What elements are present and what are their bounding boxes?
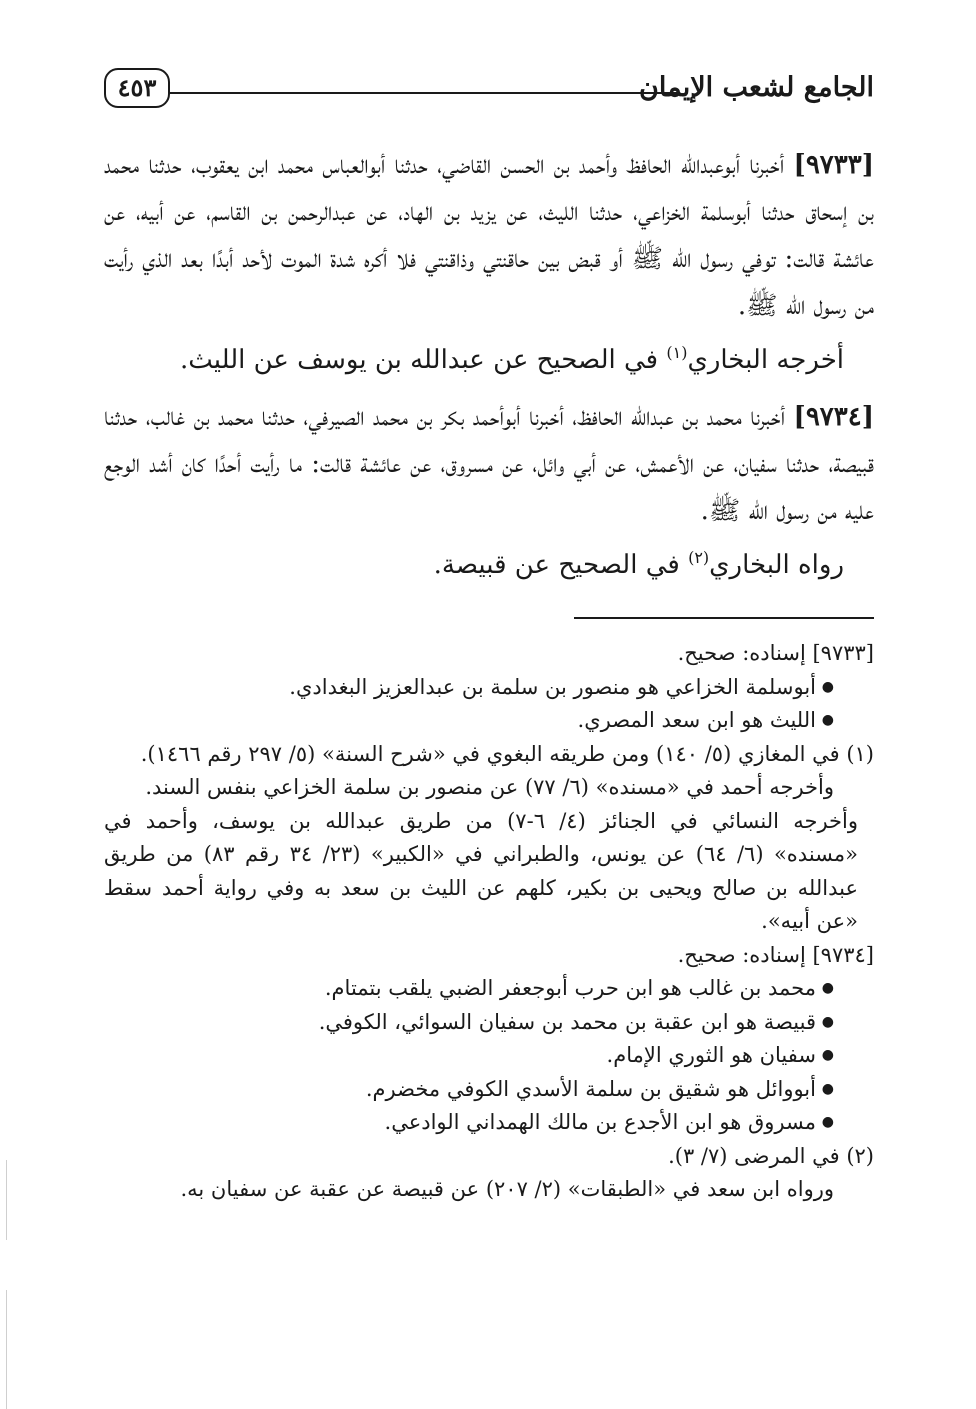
running-header	[104, 60, 874, 120]
footnotes	[104, 637, 874, 1207]
narrator-list	[104, 972, 874, 1140]
source-text-end: في الصحيح عن عبدالله بن يوسف عن الليث.	[179, 345, 667, 375]
book-page	[104, 60, 874, 1207]
narrator-item: ● مسروق هو ابن الأجدع بن مالك الهمداني الوادعي.	[104, 1106, 834, 1140]
bullet-icon: ●	[821, 980, 834, 996]
hadith-text: أخبرنا أبوعبدالله الحافظ وأحمد بن الحسن القاضي، حدثنا أبوالعباس محمد ابن يعقوب، حدثنا محمد بن إسحاق حدثنا أبوسلمة الخزاعي، حدثنا الليث، عن يزيد بن الهاد، عن عبدالرحمن بن القاسم، عن أبيه، عن عائشة قالت: توفي رسول الله ﷺ أو قبض بين حاقنتي وذاقنتي فلا أكره شدة الموت لأحد أبدًا بعد الذي رأيت من رسول الله ﷺ.	[104, 150, 874, 321]
left-margin-line-lower	[6, 1290, 7, 1409]
footnote-2-continuation: ورواه ابن سعد في «الطبقات» (٢/ ٢٠٧) عن قبيصة عن عقبة عن سفيان به.	[180, 1177, 834, 1201]
bullet-icon: ●	[821, 712, 834, 728]
footnote-1-continuation: وأخرجه أحمد في «مسنده» (٦/ ٧٧) عن منصور بن سلمة الخزاعي بنفس السند.	[145, 775, 834, 799]
narrator-item: ● سفيان هو الثوري الإمام.	[104, 1039, 834, 1073]
book-title: الجامع لشعب الإيمان	[639, 72, 874, 103]
source-text-start: أخرجه البخاري	[687, 345, 844, 375]
bullet-icon: ●	[821, 1114, 834, 1130]
narrator-item: ● أبوسلمة الخزاعي هو منصور بن سلمة بن عبدالعزيز البغدادي.	[104, 671, 834, 705]
narrator-item: ● محمد بن غالب هو ابن حرب أبوجعفر الضبي يلقب بتمتام.	[104, 972, 834, 1006]
hadith-text: أخبرنا محمد بن عبدالله الحافظ، أخبرنا أبوأحمد بكر بن محمد الصيرفي، حدثنا محمد بن غالب، حدثنا قبيصة، حدثنا سفيان، عن الأعمش، عن أبي وائل، عن مسروق، عن عائشة قالت: ما رأيت أحدًا كان أشد الوجع عليه من رسول الله ﷺ.	[104, 402, 874, 526]
page-number: ٤٥٣	[104, 68, 170, 108]
hadith-entry	[104, 142, 874, 330]
footnote-1-continuation: وأخرجه النسائي في الجنائز (٤/ ٦-٧) من طريق عبدالله بن يوسف، وأحمد في «مسنده» (٦/ ٦٤) عن يونس، والطبراني في «الكبير» (٢٣/ ٣٤ رقم ٨٣) من طريق عبدالله بن صالح ويحيى بن بكير، كلهم عن الليث بن سعد به وفي رواية أحمد سقط «عن أبيه».	[104, 808, 858, 933]
bullet-icon: ●	[821, 678, 834, 695]
footnote-1: (١) في المغازي (٥/ ١٤٠) ومن طريقه البغوي في «شرح السنة» (٥/ ٢٩٧ رقم ١٤٦٦).	[140, 741, 874, 766]
hadith-source	[104, 542, 874, 591]
hadith-source	[104, 337, 874, 386]
narrator-item: ● قبيصة هو ابن عقبة بن محمد بن سفيان السوائي، الكوفي.	[104, 1006, 834, 1040]
footnote-marker[interactable]: (٢)	[688, 548, 710, 567]
narrator-list	[104, 671, 874, 738]
source-text-end: في الصحيح عن قبيصة.	[433, 550, 689, 580]
header-rule	[170, 92, 678, 94]
footnote-2: (٢) في المرضى (٧/ ٣).	[668, 1143, 874, 1168]
bullet-icon: ●	[821, 1080, 834, 1097]
footnote-isnad-heading: [٩٧٣٤] إسناده: صحيح.	[677, 942, 874, 967]
narrator-item: ● أبووائل هو شقيق بن سلمة الأسدي الكوفي مخضرم.	[104, 1073, 834, 1107]
bullet-icon: ●	[821, 1047, 834, 1063]
footnote-isnad-heading: [٩٧٣٣] إسناده: صحيح.	[677, 641, 874, 665]
left-margin-line-upper	[6, 1160, 7, 1240]
hadith-number: [٩٧٣٣]	[793, 150, 874, 180]
narrator-item: ● الليث هو ابن سعد المصري.	[104, 704, 834, 738]
bullet-icon: ●	[821, 1013, 834, 1030]
footnote-separator	[574, 617, 874, 619]
hadith-number: [٩٧٣٤]	[793, 402, 874, 432]
footnote-marker[interactable]: (١)	[666, 343, 688, 362]
main-text	[104, 142, 874, 591]
source-text-start: رواه البخاري	[709, 550, 844, 580]
hadith-entry	[104, 394, 874, 535]
